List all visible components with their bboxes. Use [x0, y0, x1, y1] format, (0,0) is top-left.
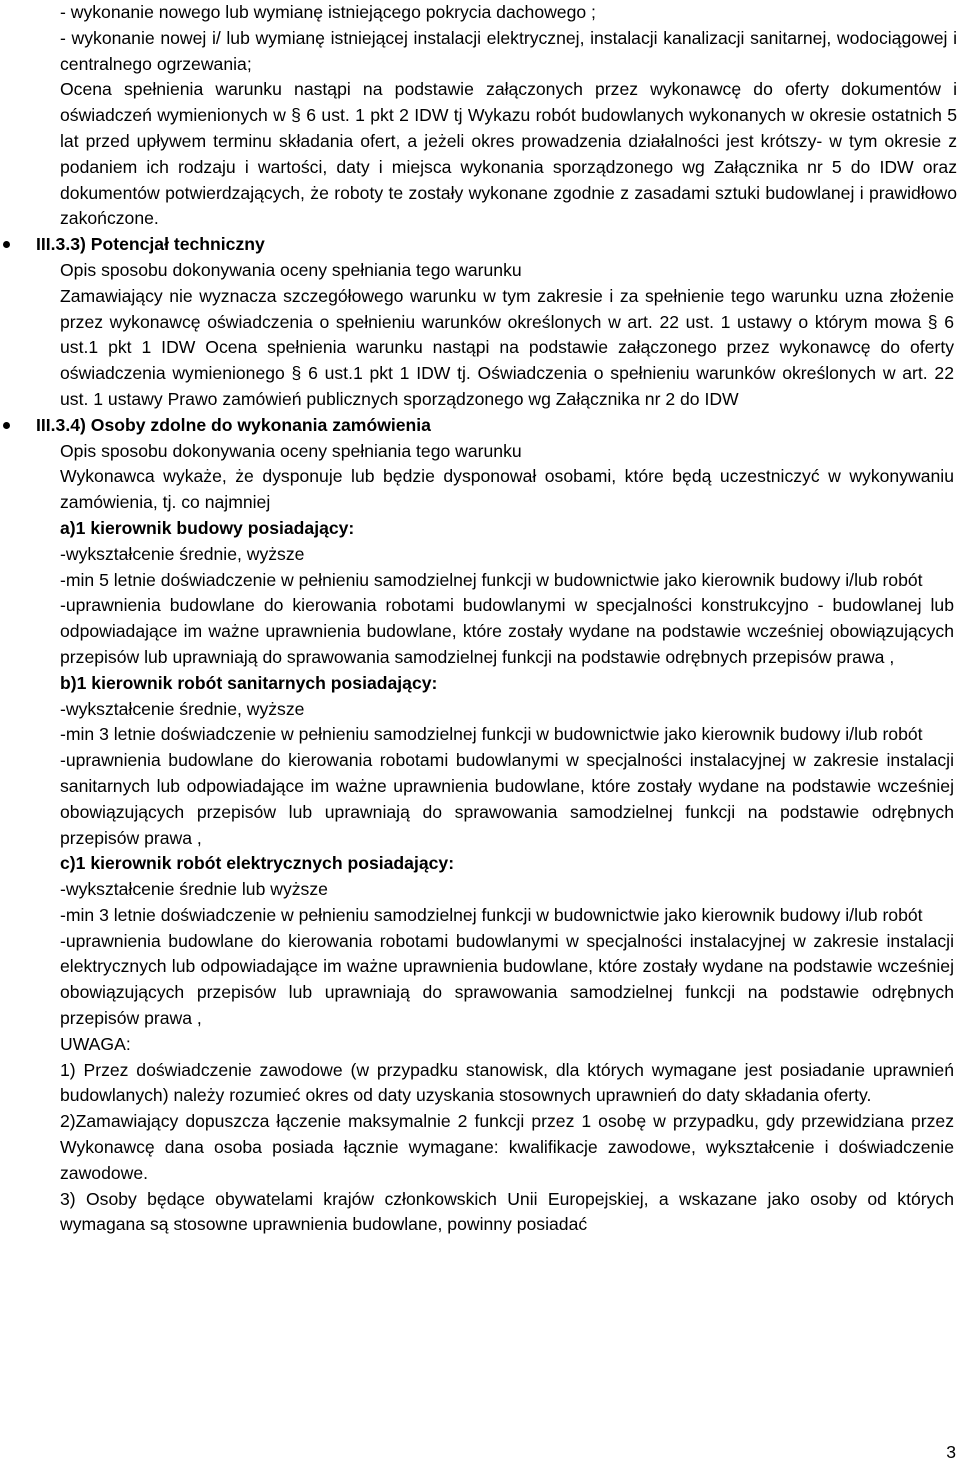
- bullet-icon: [3, 422, 10, 429]
- section-persons: [0, 413, 960, 1239]
- section-technical-potential: [0, 232, 960, 413]
- paragraph-roof: - wykonanie nowego lub wymianę istniejącego pokrycia dachowego ;: [60, 2, 596, 22]
- note-item: 3) Osoby będące obywatelami krajów członkowskich Unii Europejskiej, a wskazane jako osoby od których wymagana są stosowne uprawnienia budowlane, powinny posiadać: [60, 1188, 954, 1235]
- list-item: -wykształcenie średnie lub wyższe: [60, 879, 328, 900]
- list-item: -min 3 letnie doświadczenie w pełnieniu samodzielnej funkcji w budownictwie jako kierownik budowy i/lub robót: [60, 904, 923, 925]
- list-item: -wykształcenie średnie, wyższe: [60, 543, 305, 564]
- subsection-heading-b: b)1 kierownik robót sanitarnych posiadający:: [60, 672, 438, 693]
- paragraph-evaluation: Ocena spełnienia warunku nastąpi na podstawie załączonych przez wykonawcę do oferty dokumentów i oświadczeń wymienionych w § 6 ust. 1 pkt 2 IDW tj Wykazu robót budowlanych wykonanych w okresie ostatnich 5 lat przed upływem terminu składania ofert, a jeżeli okres prowadzenia działalności jest krótszy- w tym okresie z podaniem ich rodzaju i wartości, daty i miejsca wykonania sporządzonego wg Załącznika nr 5 do IDW oraz dokumentów potwierdzających, że roboty te zostały wykonane zgodnie z zasadami sztuki budowlanej i prawidłowo zakończone.: [60, 79, 957, 229]
- list-item: -uprawnienia budowlane do kierowania robotami budowlanymi w specjalności instalacyjnej w zakresie instalacji elektrycznych lub odpowiadające im ważne uprawnienia budowlane, które zostały wydane na podstawie wcześniej obowiązujących przepisów lub uprawniają do sprawowania samodzielnej funkcji na podstawie odrębnych przepisów prawa ,: [60, 930, 954, 1029]
- subsection-heading-a: a)1 kierownik budowy posiadający:: [60, 517, 355, 538]
- list-item: -uprawnienia budowlane do kierowania robotami budowlanymi w specjalności instalacyjnej w zakresie instalacji sanitarnych lub odpowiadające im ważne uprawnienia budowlane, które zostały wydane na podstawie wcześniej obowiązujących przepisów lub uprawniają do sprawowania samodzielnej funkcji na podstawie odrębnych przepisów prawa ,: [60, 750, 954, 848]
- note-item: 1) Przez doświadczenie zawodowe (w przypadku stanowisk, dla których wymagane jest posiadanie uprawnień budowlanych) należy rozumieć okres od daty uzyskania stosownych uprawnień do daty składania oferty.: [60, 1059, 954, 1106]
- section-heading: III.3.3) Potencjał techniczny: [36, 234, 265, 255]
- intro-block: [0, 0, 960, 232]
- list-item: -min 3 letnie doświadczenie w pełnieniu samodzielnej funkcji w budownictwie jako kierownik budowy i/lub robót: [60, 724, 923, 745]
- bullet-icon: [3, 241, 10, 248]
- subsection-heading-c: c)1 kierownik robót elektrycznych posiadający:: [60, 853, 455, 874]
- paragraph-installations: - wykonanie nowej i/ lub wymianę istniejącej instalacji elektrycznej, instalacji kanalizacji sanitarnej, wodociągowej i centralnego ogrzewania;: [60, 27, 957, 74]
- section-heading: III.3.4) Osoby zdolne do wykonania zamówienia: [36, 414, 431, 435]
- list-item: -uprawnienia budowlane do kierowania robotami budowlanymi w specjalności konstrukcyjno - budowlanej lub odpowiadające im ważne uprawnienia budowlane, które zostały wydane na podstawie wcześniej obowiązujących przepisów lub uprawniają do sprawowania samodzielnej funkcji na podstawie odrębnych przepisów prawa ,: [60, 595, 954, 667]
- note-item: 2)Zamawiający dopuszcza łączenie maksymalnie 2 funkcji przez 1 osobę w przypadku, gdy przewidziana przez Wykonawcę dana osoba posiada łącznie wymagane: kwalifikacje zawodowe, wykształcenie i doświadczenie zawodowe.: [60, 1111, 954, 1183]
- list-item: -wykształcenie średnie, wyższe: [60, 698, 305, 719]
- list-item: -min 5 letnie doświadczenie w pełnieniu samodzielnej funkcji w budownictwie jako kierownik budowy i/lub robót: [60, 569, 923, 590]
- section-body: Zamawiający nie wyznacza szczegółowego warunku w tym zakresie i za spełnienie tego warunku uzna złożenie przez wykonawcę oświadczenia o spełnieniu warunków określonych w art. 22 ust. 1 ustawy o którym mowa § 6 ust.1 pkt 1 IDW Ocena spełnienia warunku nastąpi na podstawie załączonego przez wykonawcę do oferty oświadczenia wymienionego § 6 ust.1 pkt 1 IDW tj. Oświadczenia o spełnieniu warunków określonych w art. 22 ust. 1 ustawy Prawo zamówień publicznych sporządzonego wg Załącznika nr 2 do IDW: [60, 285, 954, 409]
- section-subheading: Opis sposobu dokonywania oceny spełniania tego warunku: [60, 440, 522, 461]
- section-intro: Wykonawca wykaże, że dysponuje lub będzie dysponował osobami, które będą uczestniczyć w wykonywaniu zamówienia, tj. co najmniej: [60, 466, 954, 513]
- section-subheading: Opis sposobu dokonywania oceny spełniania tego warunku: [60, 259, 522, 280]
- note-heading: UWAGA:: [60, 1033, 131, 1054]
- page-number: 3: [946, 1442, 956, 1462]
